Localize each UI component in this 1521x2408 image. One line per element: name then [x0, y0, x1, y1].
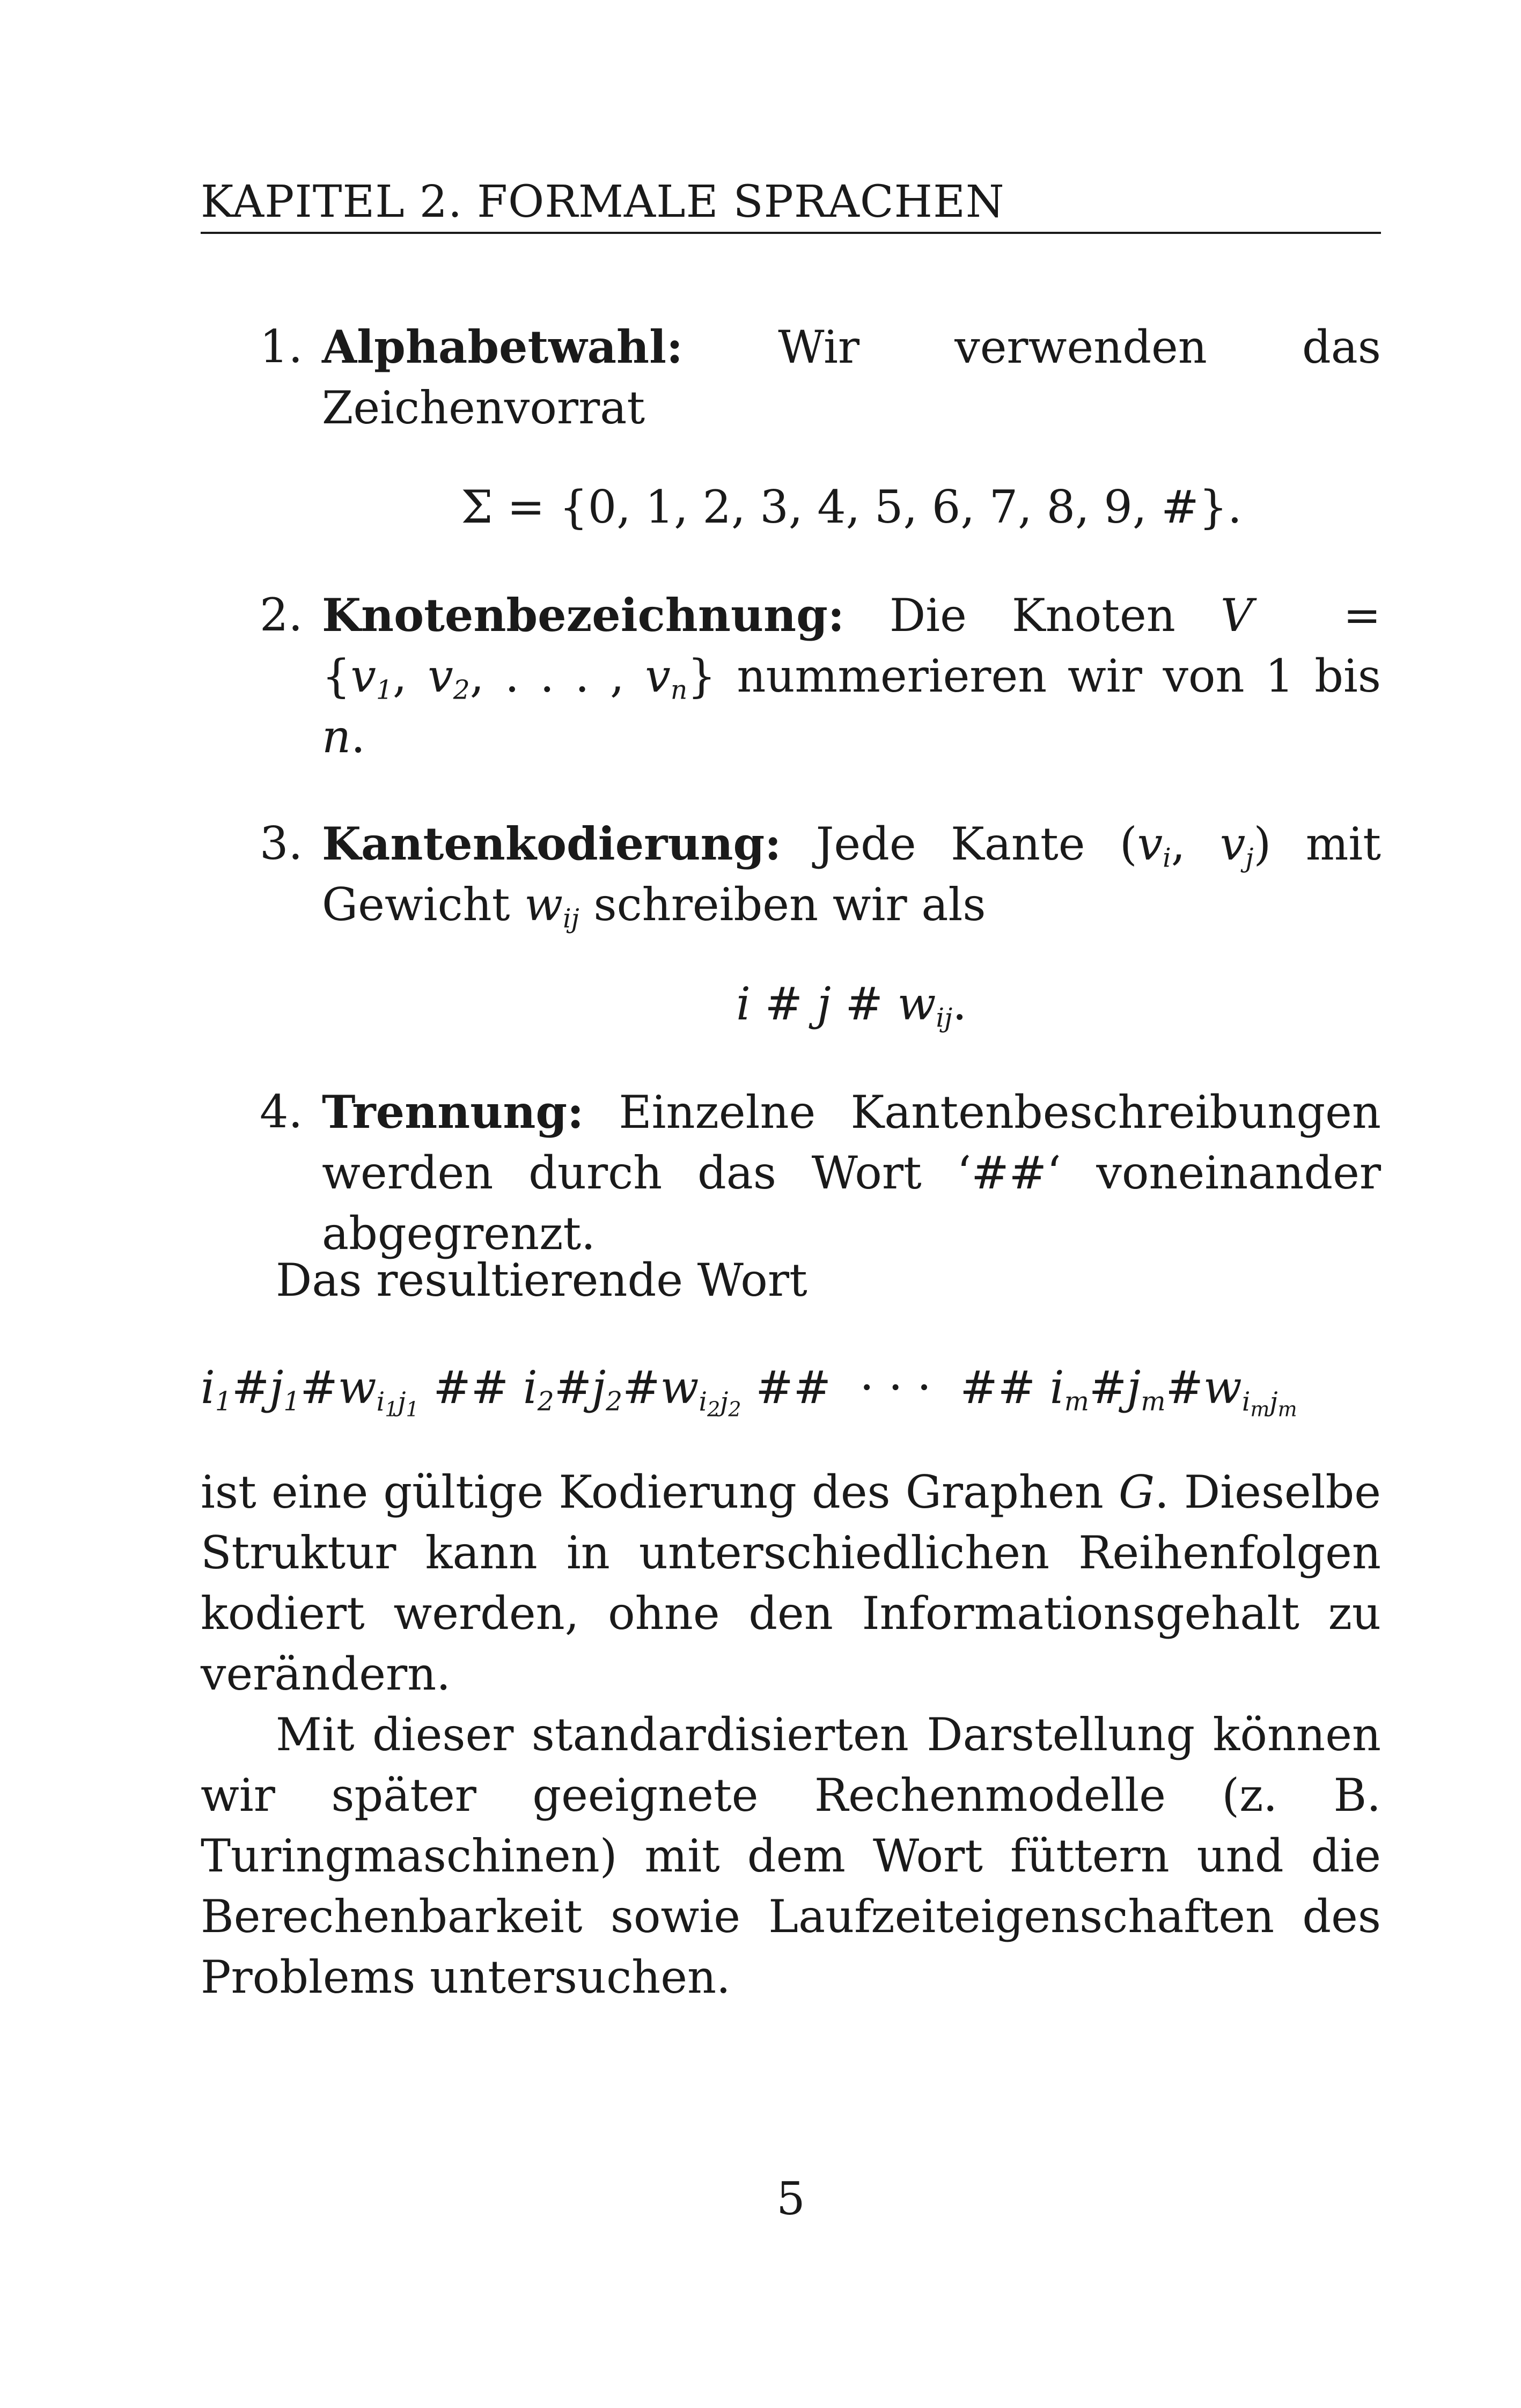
edge-math: ($v_i$, $v_j$): [1119, 818, 1272, 873]
edge-encoding-formula: i # j # $w_{ij}$.: [736, 978, 967, 1033]
node-count-math: n: [322, 710, 351, 763]
graph-symbol: G: [1118, 1466, 1155, 1518]
list-item-text: nummerieren wir von 1 bis: [716, 650, 1382, 702]
intro-line: Das resultierende Wort: [276, 1254, 807, 1306]
running-head: KAPITEL 2. FORMALE SPRACHEN: [201, 173, 1381, 234]
list-item-text: mit Gewicht: [322, 818, 1382, 931]
encoding-steps-list: [201, 317, 1381, 1264]
list-item-number: 3.: [260, 817, 303, 870]
list-item-term: Kantenkodierung:: [322, 817, 782, 870]
alphabet-formula: Σ = {0, 1, 2, 3, 4, 5, 6, 7, 8, 9, #}.: [461, 481, 1242, 533]
node-set-math: V: [1220, 589, 1253, 642]
paragraph-2: Mit dieser standardisierten Darstellung können wir später geeignete Rechenmodelle (z. B. Turingmaschinen) mit dem Wort füttern und die Berechenbarkeit sowie Laufzeiteigenschaften des Problems untersuchen.: [201, 1708, 1381, 2003]
list-item-text: schreiben wir als: [579, 878, 986, 931]
list-item-nodes: 2. Knotenbezeichnung: Die Knoten V = {$v_1$, $v_2$, . . . , $v_n$} nummerieren wir von 1 bis n.: [201, 585, 1381, 767]
list-item-term: Trennung:: [322, 1085, 584, 1139]
list-item-number: 2.: [260, 589, 303, 641]
graph-word-formula: $i_1\#j_1\#w_{i_1j_1}$ ## $i_2\#j_2\#w_{i_2j_2}$ ## · · · ## $i_m\#j_m\#w_{i_mj_m}$: [201, 1361, 1297, 1421]
list-item-separator: [201, 1082, 1381, 1264]
list-item-text: Jede Kante: [781, 818, 1120, 870]
list-item-edges: [201, 813, 1381, 935]
list-item-text: Wir verwenden das Zeichenvorrat: [322, 321, 1381, 434]
list-item-text: Die Knoten: [844, 589, 1221, 642]
list-item-text: .: [351, 710, 365, 763]
paragraph-1: ist eine gültige Kodierung des Graphen G. Dieselbe Struktur kann in unterschiedlichen Reihenfolgen kodiert werden, ohne den Informationsgehalt zu verändern.: [201, 1466, 1381, 1700]
list-item-term: Alphabetwahl:: [322, 320, 684, 373]
closing-text: [201, 1462, 1381, 2008]
list-item-number: 1.: [260, 320, 303, 373]
weight-math: $w_{ij}$: [524, 878, 579, 934]
list-item-number: 4.: [260, 1085, 303, 1138]
list-item-term: Knotenbezeichnung:: [322, 589, 844, 642]
document-page: [201, 0, 1381, 2408]
list-item-text: Einzelne Kantenbeschreibungen werden durch das Wort ‘##‘ voneinander abgegrenzt.: [322, 1086, 1381, 1260]
list-item-alphabet: [201, 317, 1381, 438]
node-list-math: {$v_1$, $v_2$, . . . , $v_n$}: [322, 650, 716, 706]
page-number: 5: [776, 2172, 805, 2225]
